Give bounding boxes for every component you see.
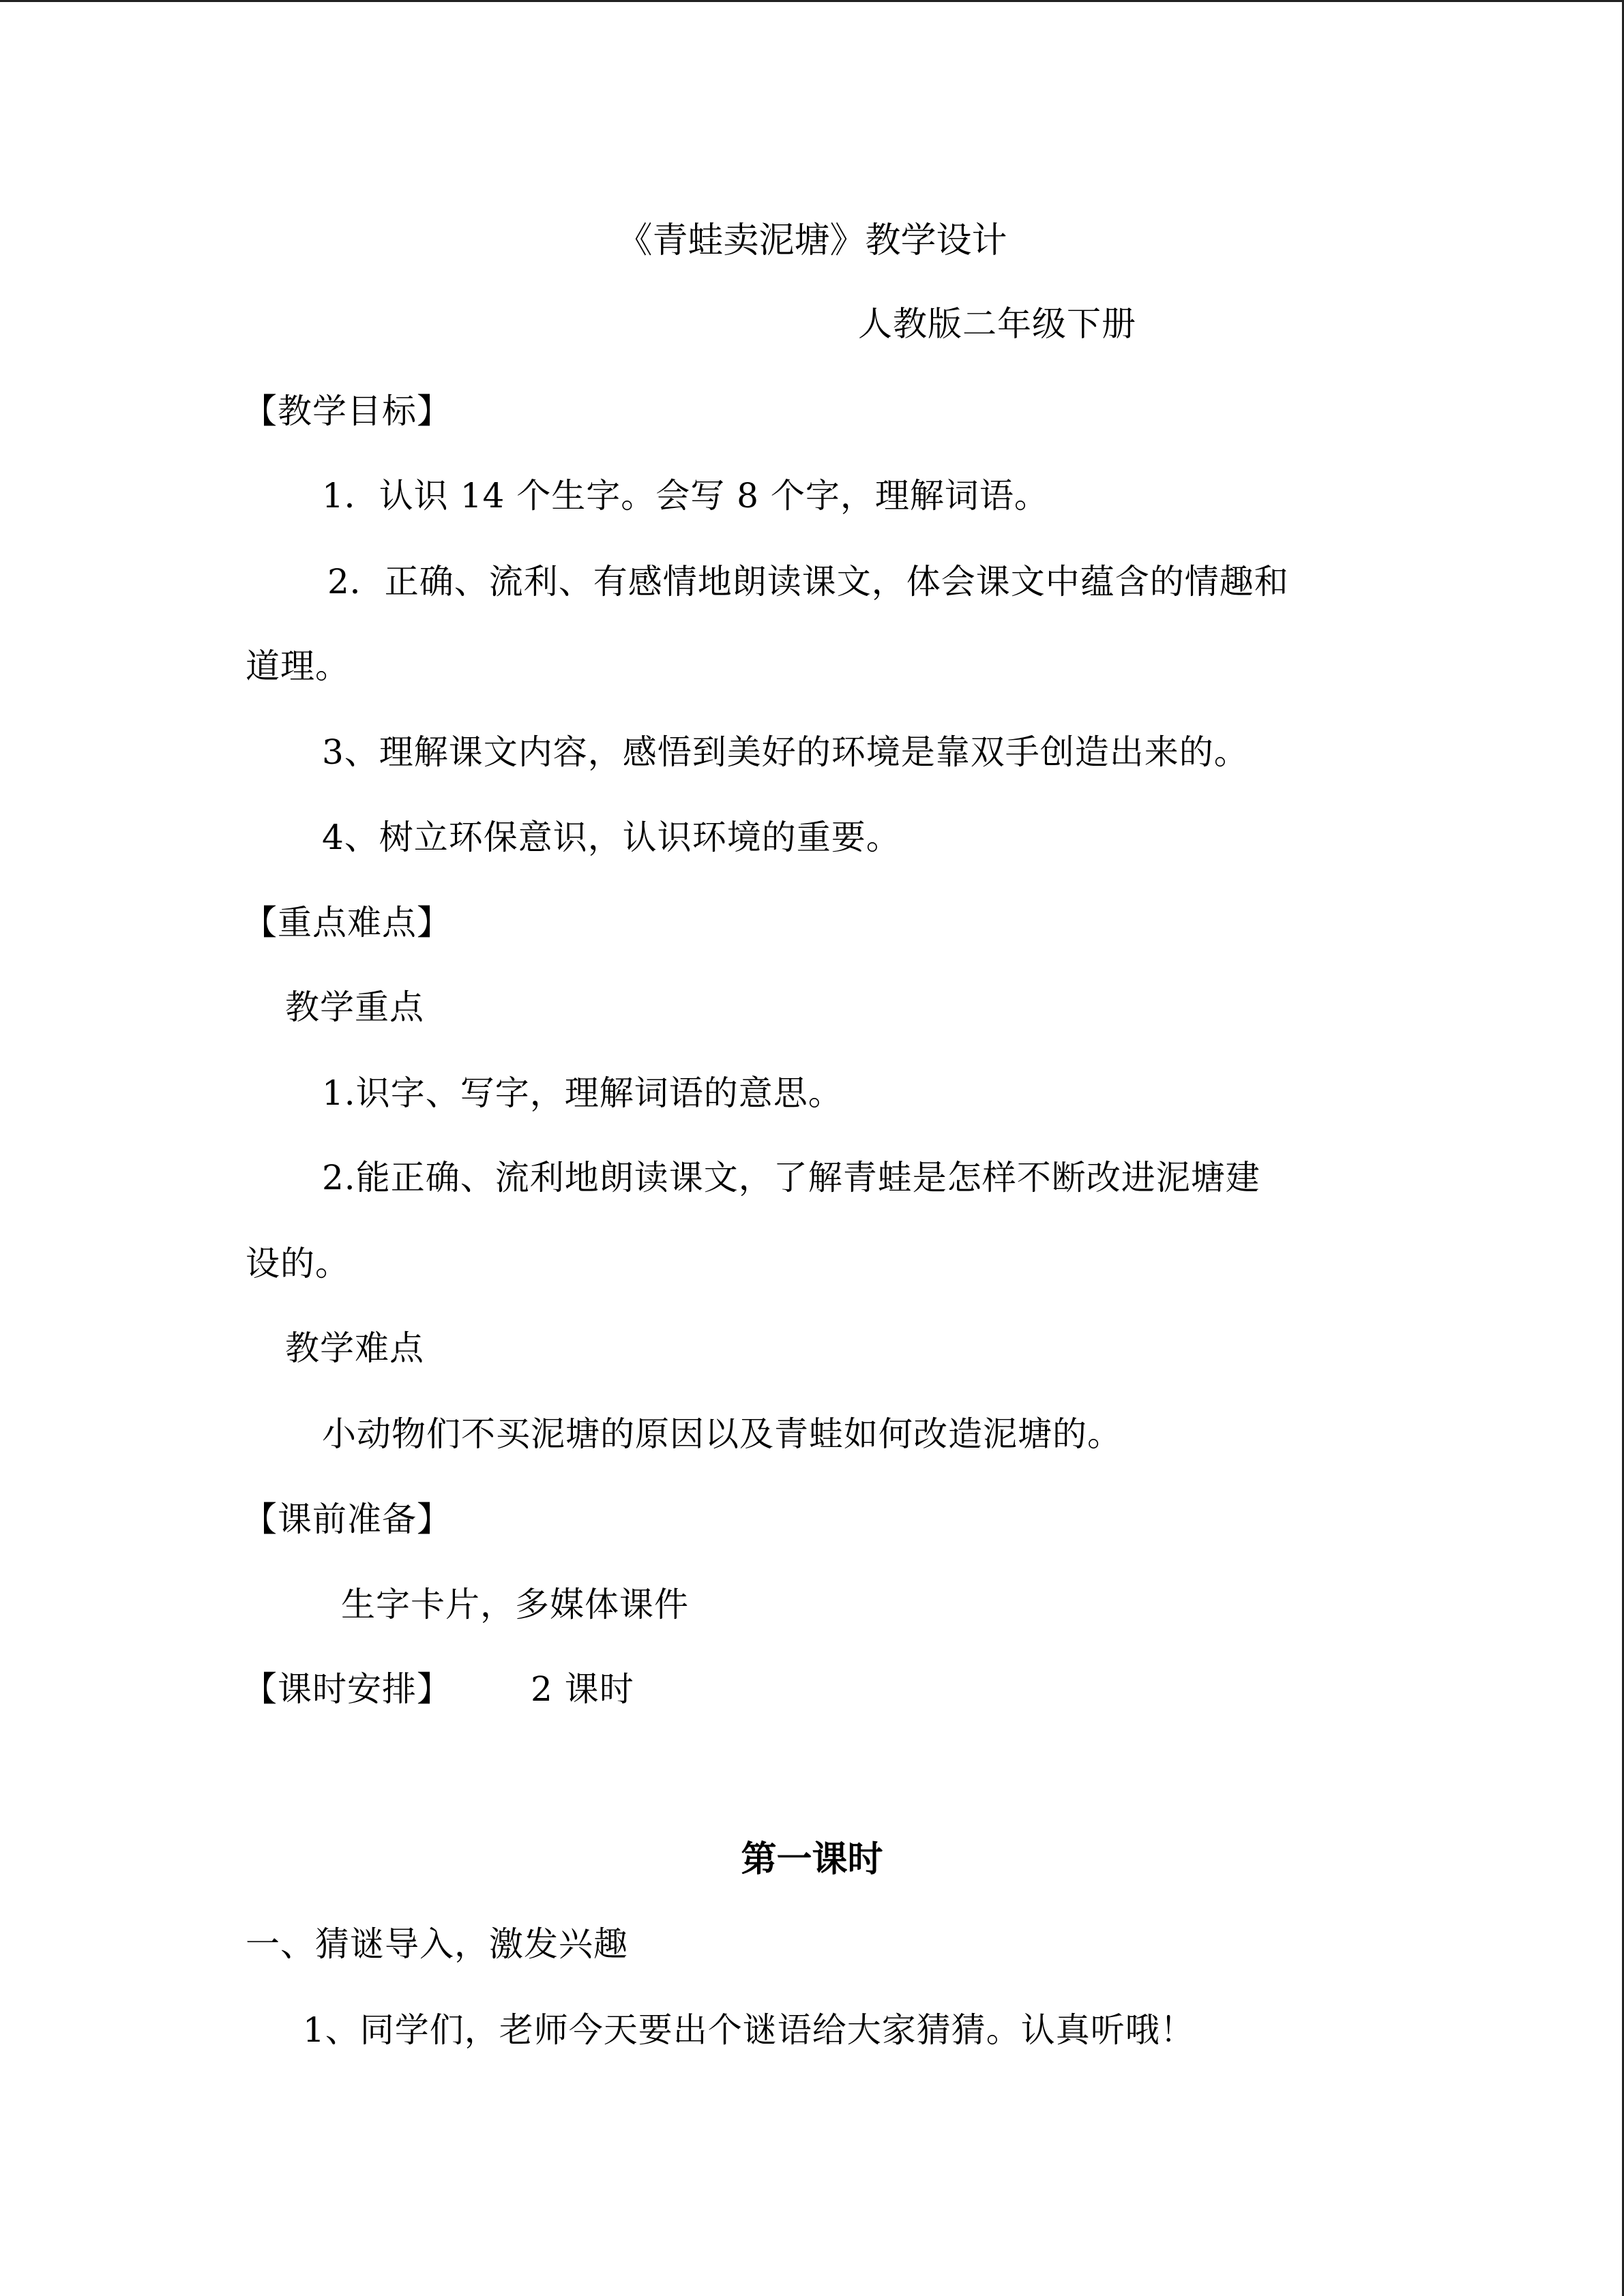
objective-item-1: 1．认识 14 个生字。会写 8 个字，理解词语。 <box>322 476 1049 516</box>
objective-item-4: 4、树立环保意识，认识环境的重要。 <box>322 818 901 857</box>
document-subtitle: 人教版二年级下册 <box>858 304 1136 344</box>
lesson-1-section-1: 一、猜谜导入，激发兴趣 <box>246 1924 628 1964</box>
focus-item-2-line-1: 2.能正确、流利地朗读课文，了解青蛙是怎样不断改进泥塘建 <box>322 1158 1260 1197</box>
focus-heading: 教学重点 <box>285 987 424 1027</box>
difficulty-heading: 教学难点 <box>285 1328 424 1368</box>
difficulty-item-1: 小动物们不买泥塘的原因以及青蛙如何改造泥塘的。 <box>322 1414 1122 1454</box>
preparation-heading: 【课前准备】 <box>243 1500 452 1539</box>
focus-item-1: 1.识字、写字，理解词语的意思。 <box>322 1073 843 1113</box>
schedule-content: 2 课时 <box>531 1669 634 1709</box>
objectives-heading: 【教学目标】 <box>243 391 452 431</box>
focus-item-2-line-2: 设的。 <box>246 1244 350 1283</box>
lesson-1-heading: 第一课时 <box>741 1838 883 1880</box>
lesson-1-step-1: 1、同学们，老师今天要出个谜语给大家猜猜。认真听哦！ <box>303 2010 1195 2050</box>
schedule-heading: 【课时安排】 <box>243 1669 452 1709</box>
objective-item-2-line-1: 2．正确、流利、有感情地朗读课文，体会课文中蕴含的情趣和 <box>327 562 1289 601</box>
document-title: 《青蛙卖泥塘》教学设计 <box>617 220 1007 261</box>
objective-item-3: 3、理解课文内容，感悟到美好的环境是靠双手创造出来的。 <box>322 732 1249 772</box>
preparation-content: 生字卡片，多媒体课件 <box>341 1585 689 1624</box>
objective-item-2-line-2: 道理。 <box>246 646 350 686</box>
key-points-heading: 【重点难点】 <box>243 903 452 942</box>
